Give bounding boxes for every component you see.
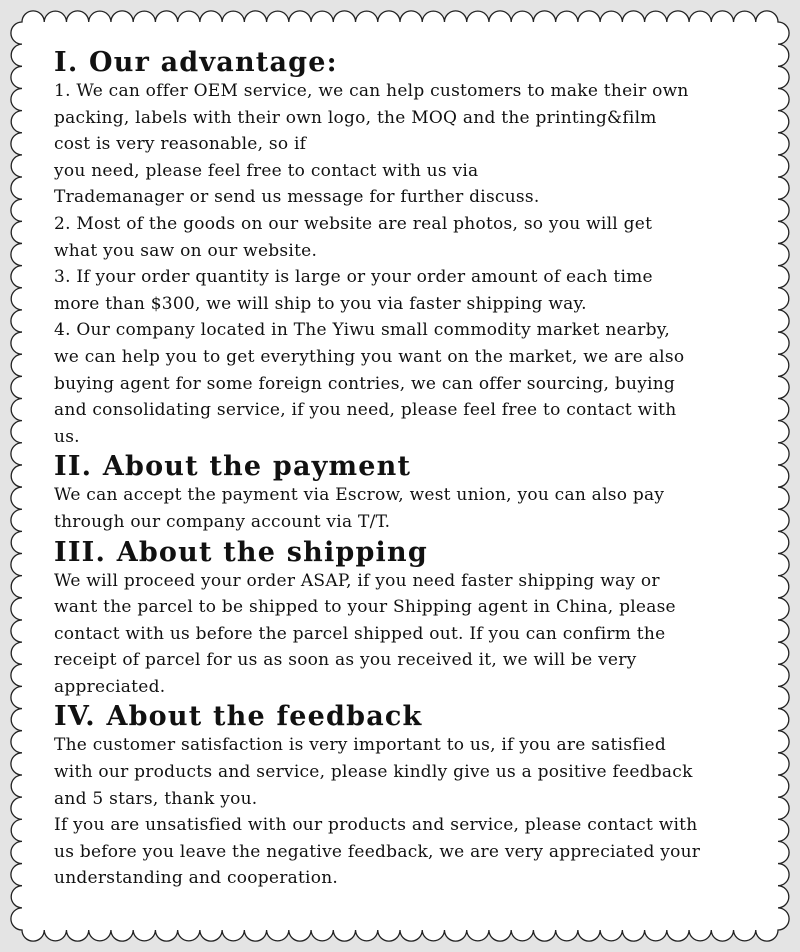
payment-line: We can accept the payment via Escrow, west union, you can also pay — [54, 485, 665, 506]
notice-content — [54, 48, 754, 892]
feedback-line: The customer satisfaction is very important to us, if you are satisfied — [54, 735, 666, 756]
section-heading-shipping: III. About the shipping — [54, 536, 428, 568]
advantage-line: 2. Most of the goods on our website are real photos, so you will get — [54, 213, 653, 234]
section-feedback — [54, 702, 754, 892]
shipping-line: want the parcel to be shipped to your Shipping agent in China, please — [54, 597, 676, 618]
section-shipping — [54, 538, 754, 701]
advantage-line: 1. We can offer OEM service, we can help customers to make their own — [54, 81, 689, 101]
feedback-line: and 5 stars, thank you. — [54, 788, 258, 809]
section-heading-feedback: IV. About the feedback — [54, 701, 423, 733]
advantage-line: buying agent for some foreign contries, we can offer sourcing, buying — [54, 373, 676, 394]
shipping-line: appreciated. — [54, 676, 166, 697]
advantage-line: 4. Our company located in The Yiwu small commodity market nearby, — [54, 320, 670, 341]
advantage-line: Trademanager or send us message for further discuss. — [54, 187, 540, 208]
advantage-line: we can help you to get everything you want on the market, we are also — [54, 346, 685, 367]
section-advantage — [54, 48, 754, 450]
feedback-line: with our products and service, please kindly give us a positive feedback — [54, 762, 693, 783]
section-heading-advantage: I. Our advantage: — [54, 47, 338, 78]
section-payment — [54, 452, 754, 535]
advantage-line: cost is very reasonable, so if — [54, 134, 307, 155]
advantage-line: what you saw on our website. — [54, 240, 318, 261]
shipping-line: receipt of parcel for us as soon as you received it, we will be very — [54, 650, 637, 671]
feedback-line: us before you leave the negative feedback, we are very appreciated your — [54, 841, 701, 862]
advantage-line: us. — [54, 426, 80, 447]
section-heading-payment: II. About the payment — [54, 451, 412, 483]
shipping-line: contact with us before the parcel shipped out. If you can confirm the — [54, 623, 666, 644]
advantage-line: more than $300, we will ship to you via faster shipping way. — [54, 293, 587, 314]
advantage-line: you need, please feel free to contact with us via — [54, 160, 479, 181]
feedback-line: understanding and cooperation. — [54, 868, 339, 889]
advantage-line: and consolidating service, if you need, please feel free to contact with — [54, 400, 677, 421]
advantage-line: 3. If your order quantity is large or your order amount of each time — [54, 267, 653, 288]
payment-line: through our company account via T/T. — [54, 511, 391, 532]
advantage-line: packing, labels with their own logo, the MOQ and the printing&film — [54, 107, 657, 128]
shipping-line: We will proceed your order ASAP, if you need faster shipping way or — [54, 570, 660, 591]
feedback-line: If you are unsatisfied with our products and service, please contact with — [54, 815, 698, 836]
